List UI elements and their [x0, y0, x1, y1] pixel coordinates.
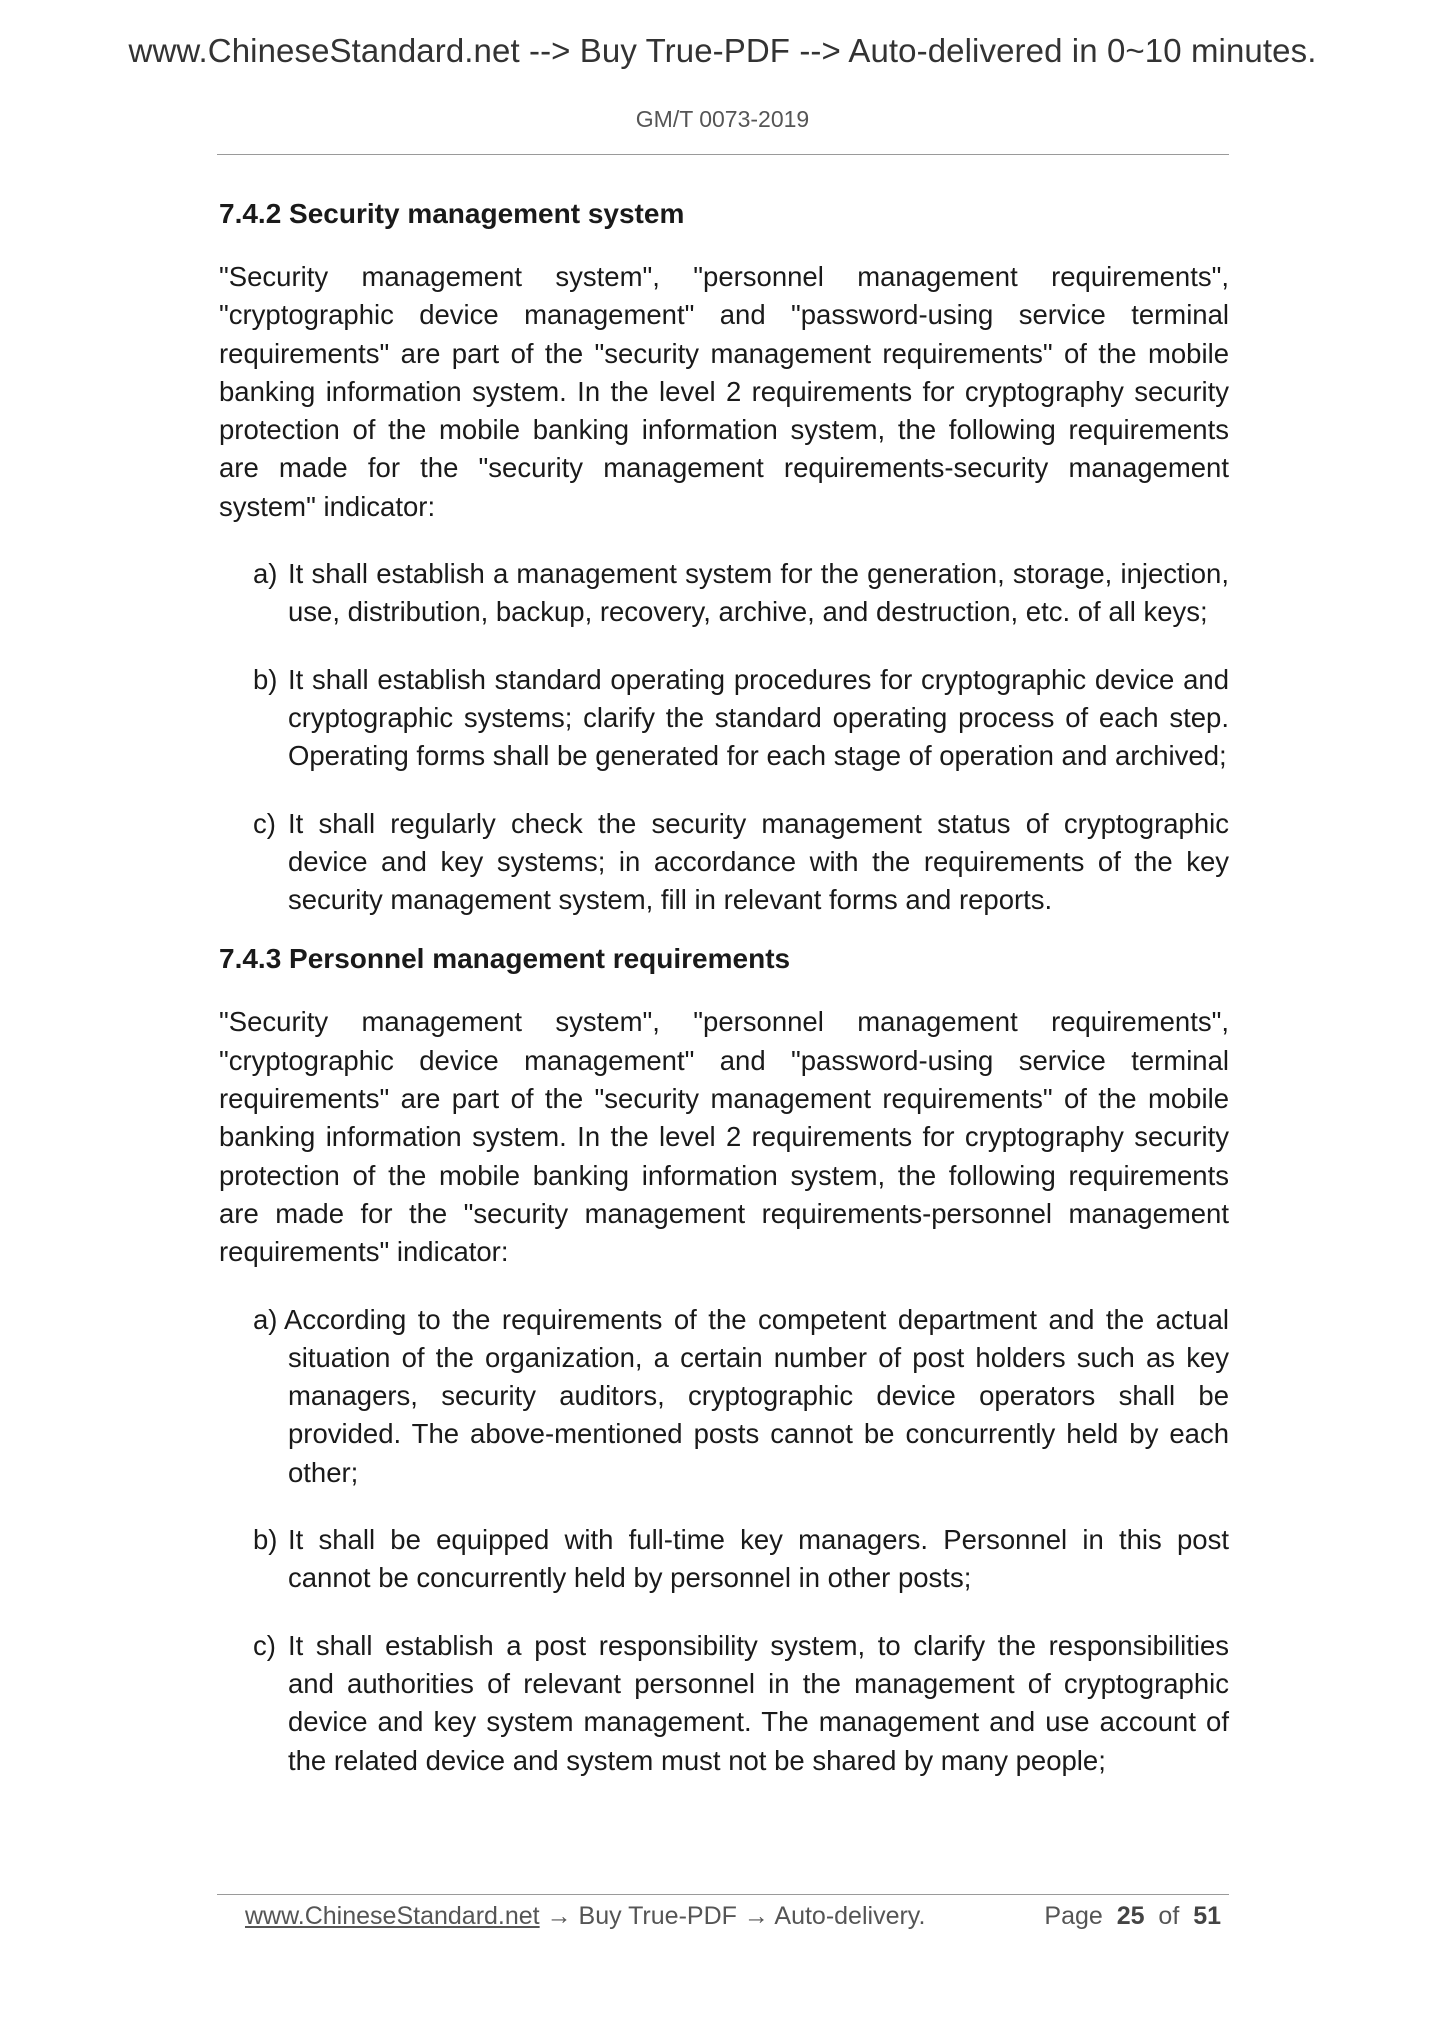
- list-item: [253, 1301, 1229, 1492]
- requirements-list: [219, 555, 1229, 919]
- list-item: [253, 555, 1229, 632]
- list-item: [253, 661, 1229, 776]
- list-marker: a): [253, 558, 278, 590]
- section-intro-paragraph: "Security management system", "personnel management requirements", "cryptographic device management" and "password-using service terminal requirements" are part of the "security management requirements" of the mobile banking information system. In the level 2 requirements for cryptography security protection of the mobile banking information system, the following requirements are made for the "security management requirements-security management system" indicator:: [219, 261, 1229, 522]
- document-code: GM/T 0073-2019: [635, 106, 810, 132]
- page-of: of: [1158, 1902, 1180, 1930]
- footer-tagline: → Buy True-PDF → Auto-delivery.: [539, 1902, 926, 1930]
- page-footer: [245, 1902, 1229, 1931]
- section-intro-paragraph: "Security management system", "personnel management requirements", "cryptographic device management" and "password-using service terminal requirements" are part of the "security management requirements" of the mobile banking information system. In the level 2 requirements for cryptography security protection of the mobile banking information system, the following requirements are made for the "security management requirements-personnel management requirements" indicator:: [219, 1006, 1229, 1268]
- footer-site-link[interactable]: www.ChineseStandard.net: [245, 1902, 540, 1930]
- list-item-text: It shall establish a post responsibility system, to clarify the responsibilities and authorities of relevant personnel in the management of cryptographic device and key system management. The management and use account of the related device and system must not be shared by many people;: [288, 1629, 1229, 1776]
- section-heading-7-4-2: 7.4.2 Security management system: [219, 198, 685, 229]
- header-divider: [217, 154, 1229, 155]
- list-item-text: It shall establish standard operating procedures for cryptographic device and cryptographic systems; clarify the standard operating process of each step. Operating forms shall be generated for each stage of operation and archived;: [288, 663, 1229, 772]
- page-current: 25: [1116, 1902, 1145, 1930]
- page-total: 51: [1193, 1902, 1221, 1930]
- requirements-list: [219, 1301, 1229, 1780]
- list-marker: b): [253, 663, 278, 695]
- page-label: Page: [1044, 1902, 1103, 1930]
- list-item: [253, 1627, 1229, 1780]
- list-item-text: It shall be equipped with full-time key managers. Personnel in this post cannot be concurrently held by personnel in other posts;: [288, 1524, 1229, 1594]
- list-marker: c): [253, 1629, 276, 1661]
- footer-divider: [217, 1894, 1229, 1895]
- list-item-text: It shall establish a management system for the generation, storage, injection, use, distribution, backup, recovery, archive, and destruction, etc. of all keys;: [288, 558, 1229, 628]
- list-item: [253, 1521, 1229, 1598]
- list-marker: c): [253, 807, 276, 839]
- footer-promo: [245, 1902, 925, 1931]
- list-item-text: It shall regularly check the security management status of cryptographic device and key systems; in accordance with the requirements of the key security management system, fill in relevant forms and reports.: [288, 807, 1229, 916]
- list-item-text: According to the requirements of the competent department and the actual situation of the organization, a certain number of post holders such as key managers, security auditors, cryptographic device operators shall be provided. The above-mentioned posts cannot be concurrently held by each other;: [284, 1303, 1229, 1488]
- page-number: [1044, 1902, 1229, 1931]
- top-banner: www.ChineseStandard.net --> Buy True-PDF --> Auto-delivered in 0~10 minutes.: [128, 32, 1317, 69]
- list-marker: a): [253, 1303, 278, 1335]
- section-heading-7-4-3: 7.4.3 Personnel management requirements: [219, 943, 791, 975]
- page-content: [219, 196, 1229, 1809]
- list-marker: b): [253, 1524, 278, 1556]
- list-item: [253, 805, 1229, 920]
